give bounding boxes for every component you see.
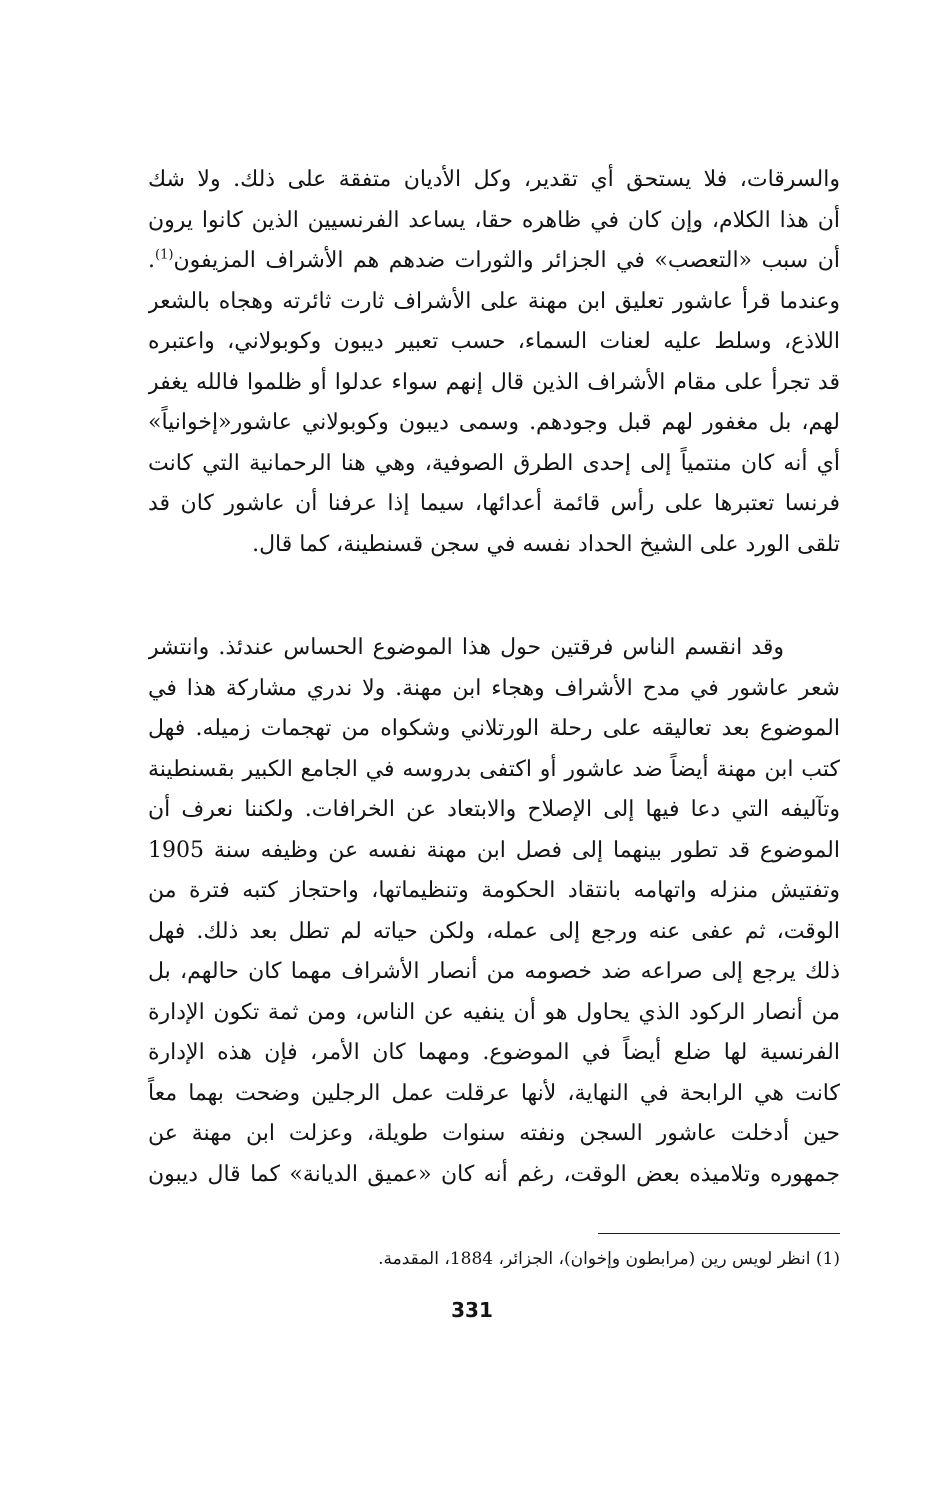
footnote-reference: (1) (155, 247, 174, 263)
text-line: قد تجرأ على مقام الأشراف الذين قال إنهم سواء عدلوا أو ظلموا فالله يغفر (148, 369, 840, 395)
footnote-divider (598, 1233, 840, 1234)
text-line: شعر عاشور في مدح الأشراف وهجاء ابن مهنة. ولا ندري مشاركة هذا في (148, 675, 840, 701)
text-line: الفرنسية لها ضلع أيضاً في الموضوع. ومهما كان الأمر، فإن هذه الإدارة (148, 1040, 840, 1065)
text-line-with-footnote (148, 241, 840, 282)
text-line: فرنسا تعتبرها على رأس قائمة أعدائها، سيما إذا عرفنا أن عاشور كان قد (148, 491, 840, 516)
text-line: حين أدخلت عاشور السجن ونفته سنوات طويلة، وعزلت ابن مهنة عن (148, 1121, 840, 1146)
text-line: الوقت، ثم عفى عنه ورجع إلى عمله، ولكن حياته لم تطل بعد ذلك. فهل (148, 918, 840, 944)
text-line: أن هذا الكلام، وإن كان في ظاهره حقا، يساعد الفرنسيين الذين كانوا يرون (148, 207, 840, 233)
text-line: ذلك يرجع إلى صراعه ضد خصومه من أنصار الأشراف مهما كان حالهم، بل (148, 959, 840, 984)
text-line-content: أن سبب «التعصب» في الجزائر والثورات ضدهم هم الأشراف المزيفون (173, 248, 840, 273)
text-line: وتآليفه التي دعا فيها إلى الإصلاح والابتعاد عن الخرافات. ولكننا نعرف أن (148, 797, 840, 822)
text-line: كتب ابن مهنة أيضاً ضد عاشور أو اكتفى بدروسه في الجامع الكبير بقسنطينة (148, 756, 840, 782)
text-line: وقد انقسم الناس فرقتين حول هذا الموضوع الحساس عندئذ. وانتشر (148, 635, 784, 660)
text-line: وعندما قرأ عاشور تعليق ابن مهنة على الأشراف ثارت ثائرته وهجاه بالشعر (148, 288, 840, 314)
text-line: الموضوع قد تطور بينهما إلى فصل ابن مهنة نفسه عن وظيفه سنة 1905 (148, 837, 840, 863)
text-line: تلقى الورد على الشيخ الحداد نفسه في سجن قسنطينة، كما قال. (252, 531, 840, 557)
text-line: الموضوع بعد تعاليقه على رحلة الورتلاني وشكواه من تهجمات زميله. فهل (148, 716, 840, 741)
text-line: جمهوره وتلاميذه بعض الوقت، رغم أنه كان «عميق الديانة» كما قال ديبون (148, 1161, 840, 1187)
footnote: (1) انظر لويس رين (مرابطون وإخوان)، الجزائر، 1884، المقدمة. (378, 1249, 840, 1269)
text-line: أي أنه كان منتمياً إلى إحدى الطرق الصوفية، وهي هنا الرحمانية التي كانت (148, 450, 840, 476)
text-line: كانت هي الرابحة في النهاية، لأنها عرقلت عمل الرجلين وضحت بهما معاً (148, 1080, 840, 1106)
paragraph-2 (148, 628, 840, 1195)
text-line: لهم، بل مغفور لهم قبل وجودهم. وسمى ديبون وكوبولاني عاشور«إخوانياً» (148, 410, 840, 435)
page-number: 331 (451, 1298, 493, 1322)
text-line: اللاذع، وسلط عليه لعنات السماء، حسب تعبير ديبون وكوبولاني، واعتبره (148, 329, 840, 354)
text-line: وتفتيش منزله واتهامه بانتقاد الحكومة وتنظيماتها، واحتجاز كتبه فترة من (148, 878, 840, 903)
text-line: والسرقات، فلا يستحق أي تقدير، وكل الأديان متفقة على ذلك. ولا شك (148, 167, 840, 192)
line-end-period: . (148, 248, 155, 273)
paragraph-1 (148, 160, 840, 565)
text-line: من أنصار الركود الذي يحاول هو أن ينفيه عن الناس، ومن ثمة تكون الإدارة (148, 999, 840, 1025)
